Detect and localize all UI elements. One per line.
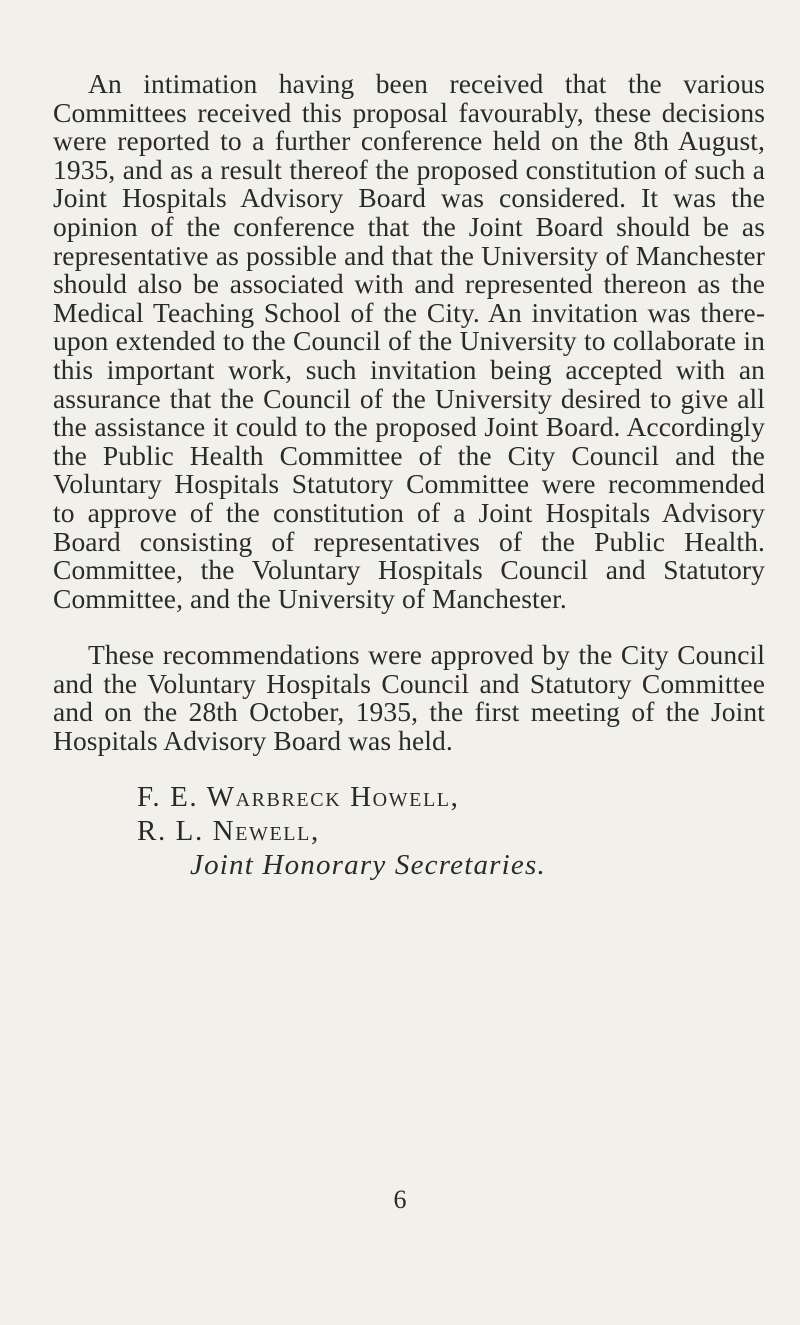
signatory-role: Joint Honorary Secretaries. <box>190 848 546 881</box>
signature-block <box>53 780 765 882</box>
page-number: 6 <box>393 1185 407 1214</box>
body-paragraph-1: An intimation having been received that the various Committees received this proposal favourably, these decisions were reported to a further conference held on the 8th August, 1935, and as a result thereof the proposed constitution of such a Joint Hospitals Advisory Board was considered. It was the opinion of the conference that the Joint Board should be as representative as possible and that the University of Manchester should also be associated with and represented thereon as the Medical Teaching School of the City. An invitation was thereupon extended to the Council of the University to collaborate in this important work, such invitation being accepted with an assurance that the Council of the University desired to give all the assistance it could to the proposed Joint Board. Accordingly the Public Health Committee of the City Council and the Voluntary Hospitals Statutory Committee were recommended to approve of the constitution of a Joint Hospitals Advisory Board consisting of representatives of the Public Health. Committee, the Voluntary Hospitals Council and Statutory Committee, and the University of Manchester. <box>53 68 765 614</box>
body-paragraph-2: These recommendations were approved by the City Council and the Voluntary Hospitals Council and Statutory Committee and on the 28th October, 1935, the first meeting of the Joint Hospitals Advisory Board was held. <box>53 639 765 757</box>
signatory-2: R. L. Newell, <box>137 814 320 847</box>
signatory-1: F. E. Warbreck Howell, <box>137 780 460 813</box>
